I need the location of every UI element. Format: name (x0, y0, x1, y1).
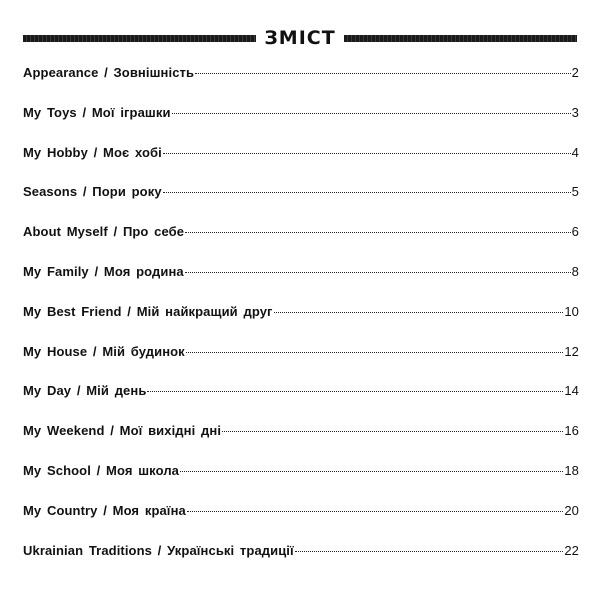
toc-dot-leader (222, 431, 563, 432)
toc-dot-leader (172, 113, 571, 114)
toc-entry[interactable] (23, 222, 579, 262)
toc-entry[interactable] (23, 541, 579, 581)
toc-entry[interactable] (23, 143, 579, 183)
toc-page-number: 4 (571, 144, 579, 160)
toc-page-number: 10 (564, 303, 579, 319)
toc-entry-title: About Myself / Про себе (23, 224, 185, 240)
toc-entry-title: My Country / Моя країна (23, 502, 186, 518)
toc-entry-title: My Weekend / Мої вихідні дні (23, 423, 222, 439)
toc-entry[interactable] (23, 381, 579, 421)
toc-dot-leader (195, 73, 571, 74)
toc-page-number: 12 (564, 343, 579, 359)
toc-page-number: 2 (571, 65, 579, 80)
toc-dot-leader (185, 272, 571, 273)
toc-page-number: 20 (564, 502, 579, 518)
header-rule-left (23, 35, 256, 42)
toc-entry-title: My House / Мій будинок (23, 343, 185, 359)
toc-entry-title: My Family / Моя родина (23, 263, 184, 279)
toc-dot-leader (274, 312, 564, 313)
toc-entry-title: My School / Моя школа (23, 462, 180, 478)
toc-dot-leader (163, 192, 571, 193)
toc-entry-title: Seasons / Пори року (23, 184, 162, 200)
toc-entry-title: My Day / Мій день (23, 383, 147, 399)
toc-page-number: 5 (571, 184, 579, 200)
toc-dot-leader (185, 232, 571, 233)
header-rule-right (344, 35, 577, 42)
toc-entry[interactable] (23, 421, 579, 461)
toc-entry[interactable] (23, 182, 579, 222)
contents-header (23, 26, 577, 50)
toc-entry[interactable] (23, 262, 579, 302)
toc-entry[interactable] (23, 461, 579, 501)
toc-entry[interactable] (23, 501, 579, 541)
toc-entry-title: My Hobby / Моє хобі (23, 144, 162, 160)
toc-entry-title: Ukrainian Traditions / Українські традиції (23, 542, 294, 558)
table-of-contents (23, 63, 579, 580)
toc-page-number: 16 (564, 423, 579, 439)
toc-entry-title: My Best Friend / Мій найкращий друг (23, 303, 273, 319)
toc-page-number: 8 (571, 263, 579, 279)
toc-page-number: 3 (571, 104, 579, 120)
toc-entry[interactable] (23, 302, 579, 342)
toc-entry-title: My Toys / Мої іграшки (23, 104, 171, 120)
page-title: ЗМІСТ (264, 27, 336, 49)
toc-entry-title: Appearance / Зовнішність (23, 65, 195, 80)
toc-dot-leader (186, 352, 564, 353)
toc-page-number: 6 (571, 224, 579, 240)
toc-dot-leader (180, 471, 563, 472)
toc-entry[interactable] (23, 103, 579, 143)
toc-dot-leader (163, 153, 571, 154)
toc-page-number: 22 (564, 542, 579, 558)
toc-entry[interactable] (23, 63, 579, 103)
toc-page-number: 18 (564, 462, 579, 478)
toc-dot-leader (187, 511, 563, 512)
toc-dot-leader (295, 551, 564, 552)
toc-entry[interactable] (23, 342, 579, 382)
toc-dot-leader (147, 391, 563, 392)
toc-page-number: 14 (564, 383, 579, 399)
